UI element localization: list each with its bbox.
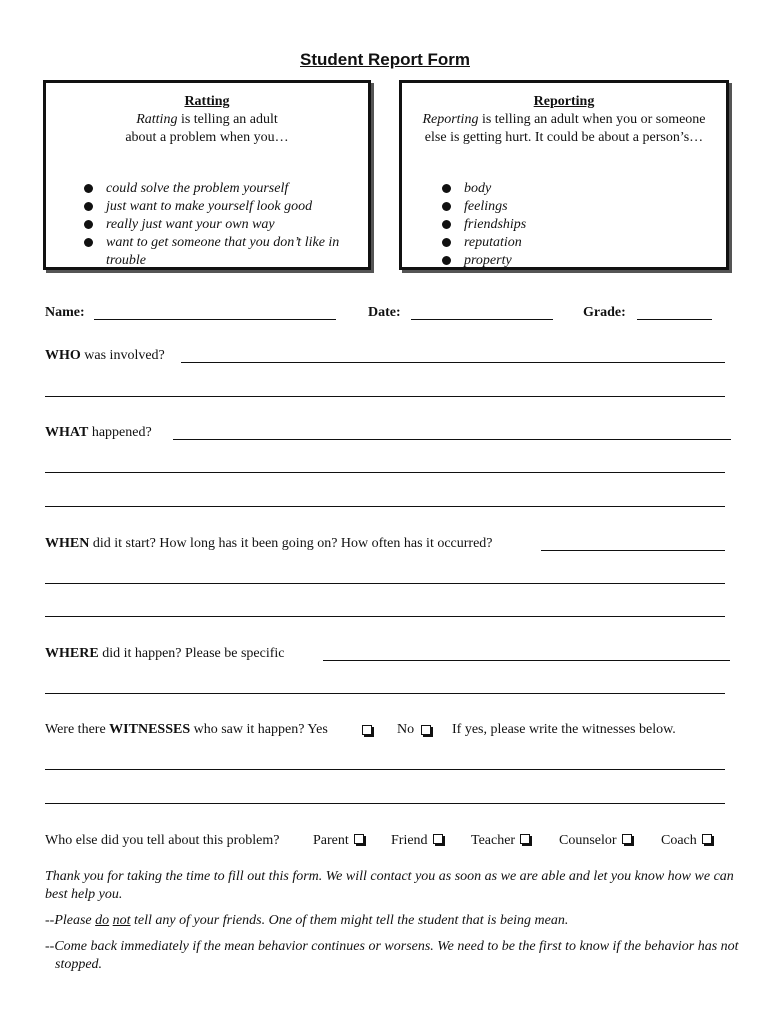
ratting-item-label: really just want your own way (106, 217, 275, 232)
told-option-parent[interactable] (313, 833, 364, 849)
witness-keyword: WITNESSES (109, 722, 191, 737)
witness-yes-checkbox[interactable] (362, 725, 372, 735)
bullet-icon (84, 220, 93, 229)
when-question (45, 536, 493, 552)
friends-note-do: do (95, 913, 110, 928)
bullet-icon (442, 220, 451, 229)
ratting-item-label: could solve the problem yourself (106, 181, 289, 196)
reporting-item (442, 234, 712, 252)
who-field[interactable] (181, 362, 725, 363)
ratting-intro-text: is telling an adult (177, 112, 278, 127)
ratting-intro-term: Ratting (136, 112, 178, 127)
what-field[interactable] (173, 439, 731, 440)
coach-checkbox[interactable] (702, 834, 712, 844)
told-option-label: Teacher (471, 833, 516, 848)
bullet-icon (442, 202, 451, 211)
witness-note: If yes, please write the witnesses below. (452, 722, 676, 737)
reporting-item-label: property (464, 253, 512, 268)
told-option-label: Parent (313, 833, 349, 848)
told-option-counselor[interactable] (559, 833, 632, 849)
bullet-icon (442, 256, 451, 265)
ratting-list (84, 180, 354, 270)
reporting-item-label: feelings (464, 199, 508, 214)
reporting-heading: Reporting (533, 94, 595, 109)
friends-note-text: --Please (45, 913, 96, 928)
thanks-note: Thank you for taking the time to fill out this form. We will contact you as soon as we are able and let you know how we can best help you. (45, 869, 734, 902)
reporting-item (442, 252, 712, 270)
name-field[interactable] (94, 319, 336, 320)
ratting-heading: Ratting (184, 94, 230, 109)
when-keyword: WHEN (45, 536, 90, 551)
where-field-line[interactable] (45, 693, 725, 694)
told-question: Who else did you tell about this problem? (45, 833, 280, 848)
reporting-item-label: reputation (464, 235, 522, 250)
witness-question (45, 722, 328, 738)
friends-note-not: not (112, 913, 131, 928)
told-option-friend[interactable] (391, 833, 443, 849)
who-text: was involved? (80, 348, 165, 363)
where-keyword: WHERE (45, 646, 99, 661)
when-field-line[interactable] (45, 583, 725, 584)
grade-label: Grade: (583, 305, 626, 320)
return-note: --Come back immediately if the mean behavior continues or worsens. We need to be the first to know if the behavior has not stopped. (45, 939, 739, 972)
told-option-label: Friend (391, 833, 428, 848)
where-text: did it happen? Please be specific (98, 646, 285, 661)
witness-field-line[interactable] (45, 769, 725, 770)
witness-no-checkbox[interactable] (421, 725, 431, 735)
who-question (45, 348, 165, 364)
who-keyword: WHO (45, 348, 81, 363)
ratting-intro-line2: about a problem when you… (125, 130, 289, 145)
friends-note-rest: tell any of your friends. One of them might tell the student that is being mean. (130, 913, 569, 928)
reporting-item (442, 216, 712, 234)
ratting-item (84, 216, 354, 234)
what-field-line[interactable] (45, 472, 725, 473)
ratting-item (84, 198, 354, 216)
reporting-item-label: friendships (464, 217, 527, 232)
reporting-item (442, 180, 712, 198)
ratting-box (43, 80, 371, 270)
told-option-label: Coach (661, 833, 697, 848)
teacher-checkbox[interactable] (520, 834, 530, 844)
reporting-intro (402, 111, 726, 147)
counselor-checkbox[interactable] (622, 834, 632, 844)
witness-text-pre: Were there (45, 722, 110, 737)
date-label: Date: (368, 305, 401, 320)
bullet-icon (442, 184, 451, 193)
reporting-box (399, 80, 729, 270)
when-field[interactable] (541, 550, 725, 551)
ratting-intro (46, 111, 368, 147)
witness-field-line[interactable] (45, 803, 725, 804)
witness-text: who saw it happen? Yes (190, 722, 328, 737)
reporting-item-label: body (464, 181, 492, 196)
bullet-icon (84, 238, 93, 247)
told-option-teacher[interactable] (471, 833, 530, 849)
what-text: happened? (88, 425, 152, 440)
what-question (45, 425, 152, 441)
reporting-item (442, 198, 712, 216)
where-field[interactable] (323, 660, 730, 661)
friend-checkbox[interactable] (433, 834, 443, 844)
witness-no-label: No (397, 722, 415, 737)
when-text: did it start? How long has it been going on? How often has it occurred? (89, 536, 493, 551)
reporting-list (442, 180, 712, 270)
bullet-icon (84, 184, 93, 193)
date-field[interactable] (411, 319, 553, 320)
friends-note (45, 912, 735, 930)
told-option-coach[interactable] (661, 833, 712, 849)
ratting-item-label: just want to make yourself look good (106, 199, 313, 214)
grade-field[interactable] (637, 319, 712, 320)
reporting-intro-term: Reporting (422, 112, 479, 127)
where-question (45, 646, 285, 662)
what-field-line[interactable] (45, 506, 725, 507)
parent-checkbox[interactable] (354, 834, 364, 844)
when-field-line[interactable] (45, 616, 725, 617)
bullet-icon (84, 202, 93, 211)
ratting-item-label: want to get someone that you don’t like in trouble (106, 235, 340, 268)
who-field-line[interactable] (45, 396, 725, 397)
bullet-icon (442, 238, 451, 247)
what-keyword: WHAT (45, 425, 89, 440)
ratting-item (84, 180, 354, 198)
told-option-label: Counselor (559, 833, 617, 848)
name-label: Name: (45, 305, 85, 320)
page-title: Student Report Form (300, 50, 470, 69)
reporting-intro-text: is telling an adult when you or someone else is getting hurt. It could be about a person’s… (424, 112, 706, 145)
ratting-item (84, 234, 354, 270)
